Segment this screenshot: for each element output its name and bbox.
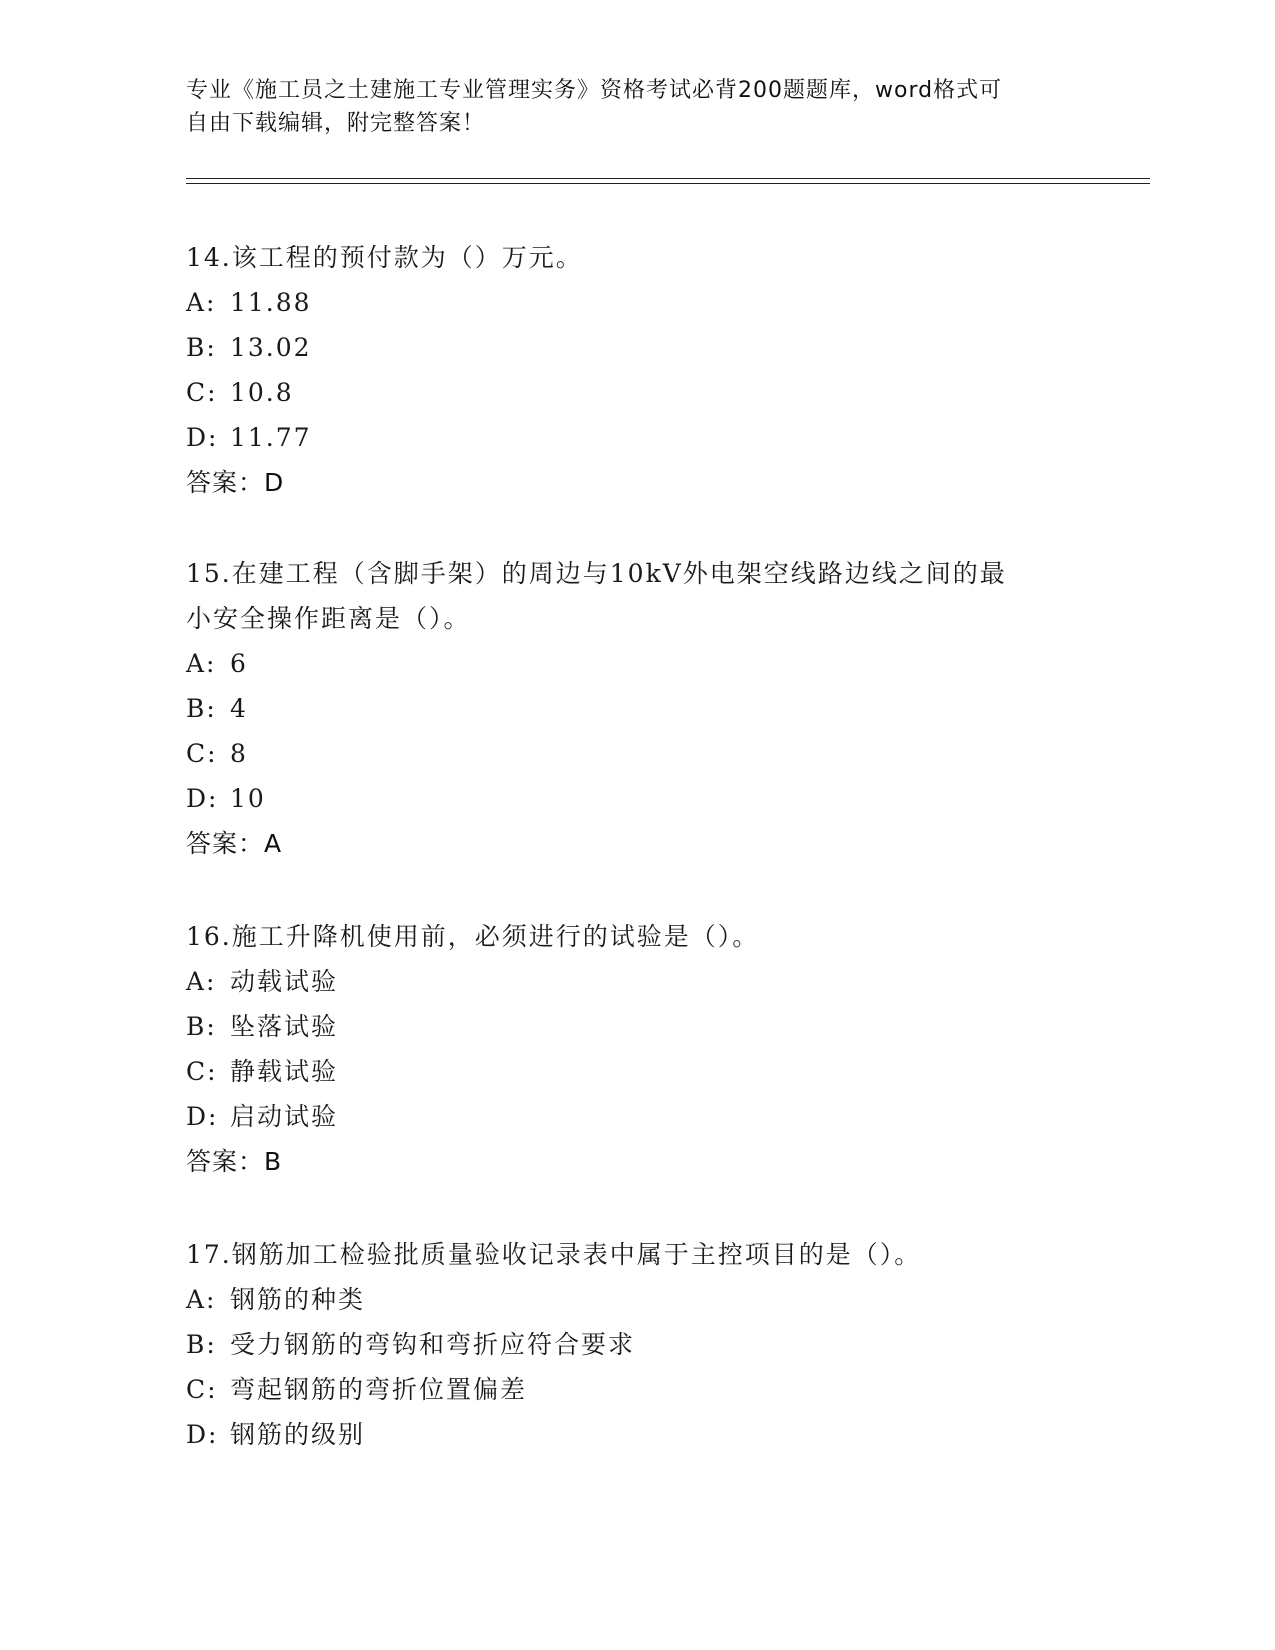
option-text: 坠落试验 — [230, 1012, 339, 1041]
option-c — [186, 1049, 1106, 1094]
option-letter: C: — [186, 739, 218, 768]
option-d — [186, 776, 1106, 821]
option-letter: C: — [186, 1057, 218, 1086]
header-divider-bottom — [186, 183, 1150, 184]
option-b — [186, 1322, 1106, 1367]
answer-line: 答案：B — [186, 1147, 283, 1176]
question-14 — [186, 235, 1106, 505]
option-text: 11.88 — [230, 288, 312, 317]
header-line-2: 自由下载编辑，附完整答案！ — [186, 111, 486, 136]
option-text: 启动试验 — [230, 1102, 339, 1131]
option-c — [186, 731, 1106, 776]
option-letter: A: — [186, 1285, 217, 1314]
option-letter: A: — [186, 649, 217, 678]
question-15 — [186, 551, 1106, 866]
question-stem: 16.施工升降机使用前，必须进行的试验是（）。 — [186, 922, 760, 951]
option-text: 受力钢筋的弯钩和弯折应符合要求 — [230, 1330, 636, 1359]
question-stem-line-2: 小安全操作距离是（）。 — [186, 604, 471, 633]
option-b — [186, 686, 1106, 731]
option-text: 10.8 — [230, 378, 294, 407]
option-a — [186, 641, 1106, 686]
option-d — [186, 1412, 1106, 1457]
option-a — [186, 1277, 1106, 1322]
option-letter: A: — [186, 967, 217, 996]
option-text: 13.02 — [230, 333, 312, 362]
header-line-1: 专业《施工员之土建施工专业管理实务》资格考试必背200题题库，word格式可 — [186, 78, 1003, 103]
question-17 — [186, 1232, 1106, 1457]
option-letter: B: — [186, 1330, 217, 1359]
option-text: 动载试验 — [230, 967, 339, 996]
option-b — [186, 325, 1106, 370]
option-text: 钢筋的级别 — [230, 1420, 366, 1449]
option-text: 静载试验 — [230, 1057, 339, 1086]
option-b — [186, 1004, 1106, 1049]
option-d — [186, 1094, 1106, 1139]
header-divider-top — [186, 178, 1150, 179]
question-stem: 17.钢筋加工检验批质量验收记录表中属于主控项目的是（）。 — [186, 1240, 922, 1269]
option-text: 8 — [230, 739, 248, 768]
option-c — [186, 370, 1106, 415]
option-letter: A: — [186, 288, 217, 317]
answer-line: 答案：A — [186, 829, 283, 858]
option-text: 10 — [230, 784, 266, 813]
option-letter: C: — [186, 1375, 218, 1404]
option-letter: B: — [186, 1012, 217, 1041]
option-letter: D: — [186, 1420, 219, 1449]
question-stem: 14.该工程的预付款为（）万元。 — [186, 243, 583, 272]
option-text: 4 — [230, 694, 248, 723]
question-16 — [186, 914, 1106, 1184]
option-letter: C: — [186, 378, 218, 407]
option-letter: D: — [186, 1102, 219, 1131]
answer-line: 答案：D — [186, 468, 285, 497]
option-letter: D: — [186, 784, 219, 813]
option-a — [186, 959, 1106, 1004]
option-text: 11.77 — [230, 423, 312, 452]
document-header — [186, 74, 1066, 140]
option-a — [186, 280, 1106, 325]
option-letter: D: — [186, 423, 219, 452]
option-letter: B: — [186, 333, 217, 362]
option-text: 钢筋的种类 — [230, 1285, 366, 1314]
option-c — [186, 1367, 1106, 1412]
option-text: 6 — [230, 649, 248, 678]
question-stem-line-1: 15.在建工程（含脚手架）的周边与10kV外电架空线路边线之间的最 — [186, 559, 1007, 588]
option-letter: B: — [186, 694, 217, 723]
option-d — [186, 415, 1106, 460]
option-text: 弯起钢筋的弯折位置偏差 — [230, 1375, 528, 1404]
